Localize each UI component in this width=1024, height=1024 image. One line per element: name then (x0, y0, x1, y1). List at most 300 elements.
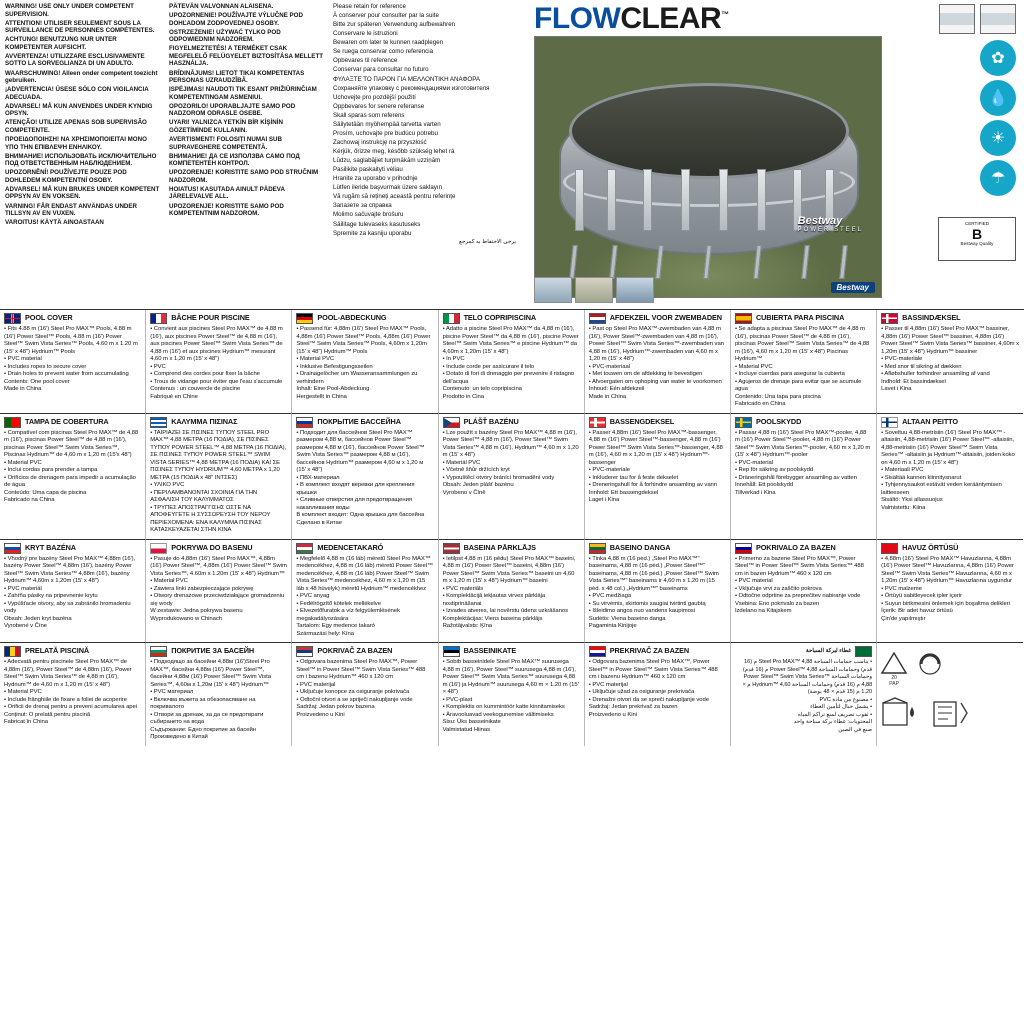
bestway-corner-badge: Bestway (831, 282, 875, 293)
panel-line: Sudėtis: Viena baseino danga (588, 615, 666, 622)
panel-pool-cover-cz (439, 414, 585, 540)
standards-badge-row (892, 4, 1016, 34)
panel-body (589, 326, 726, 401)
recycle-code: PAP (889, 681, 899, 687)
panel-line: • ΤΡΥΠΕΣ ΑΠΟΣΤΡΑΓΓΙΣΗΣ ΩΣΤΕ ΝΑ ΑΠΟΦΕΥΓΕΤΕ Η ΣΥΣΣΩΡΕΥΣΗ ΤΟΥ ΝΕΡΟΥ (150, 504, 271, 518)
panel-body (296, 659, 433, 719)
panel-body (443, 326, 580, 401)
panel-line: • يناسب حمامات السباحة Steel Pro MAX™ 4,88 م (16 قدم) وحمامات السباحة Power Steel™ 4,88 م (16 قدم) وحمامات السباحة Power Steel™ Swim Vista Series™ 4,88 م (16 قدم) وحمامات السباحة Hydrium™ 4,60 م × 1,20 م (15 قدم × 48 بوصة) (742, 659, 873, 696)
retain-text: Сохраняйте упаковку с рекомендациями изготовителя (333, 84, 490, 92)
panel-line: • Äravooluavad veekogunemise vältimiseks (442, 711, 554, 718)
panel-title: BASSINDÆKSEL (902, 313, 961, 323)
warning-text: WARNING! USE ONLY UNDER COMPETENT SUPERVISION. (5, 3, 134, 18)
panel-line: Proizvedeno u Kini (296, 711, 345, 718)
panel-body (150, 326, 287, 401)
panel-line: Prodotto in Cina (442, 393, 485, 400)
panel-line: • PVC malzeme (881, 585, 922, 592)
flag-icon-nl (589, 313, 606, 324)
panel-line: • Сливные отверстия для предотвращения накапливания воды (296, 497, 412, 511)
flag-icon-lt (589, 543, 606, 554)
panel-pool-cover-ar (731, 643, 877, 746)
panel-pool-cover-se (731, 414, 877, 540)
handling-icon-group (881, 697, 1019, 731)
panel-line: • Uključuje užad za osiguranje prekrivača (588, 689, 695, 695)
panel-line: Made in China (4, 386, 42, 392)
panel-title: POKRIVAČ ZA BAZEN (317, 646, 393, 656)
pool-brand-sub: POWER STEEL (797, 227, 863, 233)
warning-text: ĮSPĖJIMAS! NAUDOTI TIK ESANT PRIŽIŪRINČIAM KOMPETENTINGAM ASMENIUI. (169, 86, 317, 101)
panel-line: • Comprend des cordes pour fixer la bâche (150, 371, 260, 377)
panel-line: • Komplektis on kummintöör katte kinnitamiseks (442, 704, 565, 710)
panel-line: Conteúdo: Uma capa de piscina (4, 489, 87, 496)
flag-icon-no (589, 417, 606, 428)
panel-line: Obsah: Jeden plášť bazénu (442, 482, 514, 488)
panel-line: Ražotājvalsts: Ķīna (442, 623, 493, 629)
panel-line: Inhoud: Eén afdekzeil (588, 386, 645, 392)
panel-line: • Fedélrögzítő kötelek mellékelve (296, 600, 381, 607)
panel-body (589, 430, 726, 505)
panel-line: • Agujeros de drenaje para evitar que se acumule agua (734, 378, 862, 392)
panel-line: • Trous de vidange pour éviter que l'eau s'accumule (150, 378, 283, 385)
panel-line: Conținut: O prelată pentru piscină (4, 711, 91, 718)
pool-slat (681, 169, 690, 231)
panel-body (735, 430, 872, 498)
panel-line: • Megfelelő 4,88 m (16 láb) méretű Steel Pro MAX™ medencékhez, 4,88 m (16 láb) méretű Power Steel™ medencékhez, 4,88 m (16 láb) Power Steel™ Swim Vista Series™ medencékhez, 4,60 m x 1,20 m (15 láb x 48 hüvelyk) méretű Hydrium™ medencékhez (296, 555, 433, 592)
panel-title: PLÁŠŤ BAZÉNU (463, 416, 519, 426)
flag-icon-gb (4, 313, 21, 324)
panel-title: BASEINA PĀRKLĀJS (463, 542, 536, 552)
panel-line: Vsebina: Eno pokrivalo za bazen (734, 600, 820, 607)
panel-line: • PVC материал (150, 689, 194, 695)
pool-leg (839, 245, 848, 279)
panel-line: • PVC material (4, 356, 42, 362)
panel-line: • Подходящо за басейни 4,88м (16')Steel Pro MAX™, басейни 4,88м (16') Power Steel™, басейни 4,88м (16') Power Steel™ Swim Vista Series™, 4,60м x 1,20м (15' x 48") Hydrium™ (150, 659, 271, 688)
trademark-mark: ™ (721, 10, 729, 19)
standard-badge-right (980, 4, 1016, 34)
cert-top-label: CERTIFIED (964, 221, 990, 226)
panel-line: • Včetně šňůr držících kryt (442, 467, 510, 473)
fragile-handling-icon (931, 697, 971, 731)
panel-pool-cover-ru (292, 414, 438, 540)
panel-line: • Afvoergaten om ophoping van water te voorkomen (588, 378, 722, 385)
flag-icon-hr (589, 646, 606, 657)
flag-icon-de (296, 313, 313, 324)
panel-line: • In PVC (442, 356, 465, 362)
flag-icon-lv (443, 543, 460, 554)
pool-leg (703, 245, 712, 279)
panel-line: Çin'de yapılmıştır (881, 615, 926, 622)
panel-pool-cover-tr (877, 540, 1023, 644)
panel-line: • PVC materiāls (442, 585, 484, 592)
panel-pool-cover-hr (585, 643, 731, 746)
panel-line: • Drain holes to prevent water from accumulating (4, 371, 129, 377)
panel-line: • Material PVC (296, 356, 335, 362)
panel-line: • Materiaali PVC (881, 467, 924, 473)
panel-line: • Su virvėmis, skirtomis saugiai tvirtinti gaubtą (588, 600, 706, 607)
panel-line: • Подходит для бассейнов Steel Pro MAX™ размером 4,88 м, бассейнов Power Steel™ размером 4,88 м (16'), бассейнов Power Steel™ Swim Vista Series™ размером 4,88 м (16'), бассейнов Hydrium™ размером 4,60 м х 1,20 м (15' x 48") (296, 429, 425, 473)
panel-line: • Materiał PVC (150, 578, 188, 584)
panel-line: ΠΕΡΙΕΧΟΜΕΝΑ: ΕΝΑ ΚΑΛΥΜΜΑ ΠΙΣΙΝΑΣ (150, 519, 262, 526)
panel-line: المحتويات: غطاء بركة سباحة واحد (793, 719, 873, 726)
usage-thumbnail (616, 277, 654, 303)
panel-line: Indhold: Et bassindæksel (881, 378, 946, 385)
panel-line: صنع في الصين (838, 726, 873, 733)
panel-line: Tartalom: Egy medence takaró (296, 623, 375, 629)
warning-column-1 (0, 0, 164, 309)
panel-line: Pagaminta Kinijoje (588, 623, 637, 629)
flag-icon-ee (443, 646, 460, 657)
retain-text: Spremite za kasniju uporabu (333, 229, 412, 237)
panel-pool-cover-it (439, 310, 585, 414)
usage-thumbnail (534, 277, 572, 303)
panel-pool-cover-fr (146, 310, 292, 414)
retain-text: Bewaren om later te kunnen raadplegen (333, 39, 444, 47)
panel-line: • Dräneringshål förebygger ansamling av vatten (734, 474, 857, 481)
panel-title: PRELATĂ PISCINĂ (25, 646, 90, 656)
pool-product-photo (534, 36, 882, 298)
panel-line: Inhalt: Eine Pool-Abdeckung (296, 386, 370, 392)
panel-line: • Включва въжета за обезопасяване на покривалото (150, 696, 256, 710)
retain-text: Lūdzu, saglabājiet turpmākām uzziņām (333, 157, 441, 165)
panel-title: AFDEKZEIL VOOR ZWEMBADEN (609, 313, 722, 323)
panel-line: W zestawie: Jedna pokrywa basenu (150, 608, 243, 614)
pool-leg (655, 245, 664, 279)
retain-text: Molimo sačuvajte brošuru (333, 211, 404, 219)
panel-line: • Adecvată pentru piscinele Steel Pro MAX™ de 4,88m (16'), Power Steel™ de 4,88m (16'), Power Steel™ Swim Vista Series™ de 4,88 m (16'), Hydrium™ de 4,60 m x 1,20 m (15' x 48") (4, 659, 132, 688)
retain-text: Please retain for reference (333, 3, 406, 10)
panel-line: • 4,88m (16') Steel Pro MAX™ Havuzlarına, 4,88m (16') Power Steel™ Havuzlarına, 4,88m (16') Power Steel™ Swim Vista Series™ Havuzlarına, 4,60 m x 1,20m (15' x 48") Hydrium™ Havuzlarına uygundur (881, 555, 1014, 584)
panel-line: • Med snor til sikring af dækken (881, 363, 962, 370)
panel-pool-cover-no (585, 414, 731, 540)
panel-title: BASEINO DANGA (609, 542, 671, 552)
panel-line: • PVC-materiale (588, 467, 630, 473)
flag-icon-tr (881, 543, 898, 554)
panel-line: Fabricado na China (4, 497, 55, 503)
warning-text: ADVARSEL! MÅ KUN BRUKES UNDER KOMPETENT OPPSYN AV EN VOKSEN. (5, 185, 160, 201)
panel-pool-cover-dk (877, 310, 1023, 414)
panel-line: Innehåll: Ett poolskydd (734, 482, 794, 488)
panel-line: • Zawiera linki zabezpieczające pokrywę (150, 585, 254, 592)
flag-icon-it (443, 313, 460, 324)
warning-text: UYARI! YALNIZCA YETKİN BİR KİŞİNİN GÖZETİMİNDE KULLANIN. (169, 119, 283, 134)
panel-line: • Inkluderer tau for å feste dekselet (588, 474, 679, 481)
panel-line: • PVC-materiaal (588, 363, 630, 370)
flag-icon-fi (881, 417, 898, 428)
panel-line: • PVC anyag (296, 593, 330, 599)
panel-line: • Tinka 4,88 m (16 pėd.) „Steel Pro MAX™" baseinams, 4,88 m (16 pėd.) „Power Steel™" baseinams, 4,88 m (16 pėd.) „Power Steel™ Swim Vista Series™" baseinams ir 4,60 m x 1,20 m (15 pėd. x 48 col.) „Hydrium™" baseinams (588, 555, 719, 592)
panel-line: Vyrobené v Číne (4, 623, 47, 629)
warning-column-2 (164, 0, 328, 309)
pool-slat (607, 169, 616, 231)
panel-pool-cover-de (292, 310, 438, 414)
panel-line: • Include frânghiile de fixare a foliei de acoperire (4, 696, 127, 703)
warning-text: VAROITUS! KÄYTÄ AINOASTAAN (5, 219, 104, 227)
paper-recycling-symbol (881, 652, 907, 687)
panel-body (150, 430, 287, 535)
recycling-group (881, 652, 1019, 687)
pool-slat (575, 169, 584, 231)
panel-line: Hergestellt in China (296, 393, 347, 400)
panel-line: • PVC (150, 363, 166, 370)
language-panel-grid (0, 310, 1024, 746)
panel-line: • Отвори за дренаж, за да се предотврати събирането на вода (150, 711, 264, 725)
panel-line: Származási hely: Kína (296, 630, 354, 637)
panel-body (881, 556, 1019, 624)
panel-line: İçerik: Bir adet havuz örtüsü (881, 608, 953, 614)
flag-icon-dk (881, 313, 898, 324)
retain-text: ΦΥΛΑΞΤΕ ΤΟ ΠΑΡΟΝ ΓΙΑ ΜΕΛΛΟΝΤΙΚΗ ΑΝΑΦΟΡΑ (333, 75, 481, 83)
panel-pool-cover-hu (292, 540, 438, 644)
panel-pool-cover-ee (439, 643, 585, 746)
panel-line: • Include corde per assicurare il telo (442, 363, 535, 370)
pool-leg (753, 245, 762, 279)
panel-line: • Örtüyü sabitleyecek ipler içerir (881, 593, 963, 599)
panel-line: Contenido: Una tapa para piscina (734, 393, 821, 400)
flag-icon-ro (4, 646, 21, 657)
flag-icon-si (735, 543, 752, 554)
panel-line: Contents: One pool cover (4, 378, 70, 385)
panel-line: • مصنوع من مادة PVC (819, 696, 873, 703)
retain-text: Lütfen ileride başvurmak üzere saklayın (333, 184, 443, 192)
flag-icon-rs (296, 646, 313, 657)
flag-icon-cz (443, 417, 460, 428)
panel-line: В комплект входит: Одна крышка для бассейна (296, 512, 425, 518)
cert-bottom-label: Bestway Quality (960, 240, 994, 246)
panel-line: • PVC materijal (588, 681, 628, 688)
panel-title: ПОКРЫТИЕ БАССЕЙНА (317, 416, 401, 426)
warning-text: ¡ADVERTENCIA! ÚSESE SÓLO CON VIGILANCIA ADECUADA. (5, 86, 149, 101)
panel-line: • Elvezetőfuratok a víz felgyülemlésének megakadályozására (296, 608, 400, 622)
panel-line: Wyprodukowano w Chinach (150, 615, 223, 622)
panel-title: PREKRIVAČ ZA BAZEN (609, 646, 690, 656)
recycle-number: 20 (891, 675, 897, 681)
retain-text: À conserver pour consulter par la suite (333, 12, 439, 20)
warning-text: OPOZORILO! UPORABLJAJTE SAMO POD NADZOROM ODRASLE OSEBE. (169, 102, 296, 118)
flag-icon-se (735, 417, 752, 428)
panel-line: • PVC-material (734, 459, 773, 466)
pool-slat (719, 169, 728, 231)
brand-and-product-image (520, 0, 1024, 309)
panel-line: Komplektācijas: Viens baseina pārklājs (442, 615, 543, 622)
panel-line: • PVC material (734, 578, 773, 584)
panel-line: • Adatto a piscine Steel Pro MAX™ da 4,88 m (16'), piscine Power Steel™ da 4,88 m (16'), piscine Power Steel™ Swim Vista Series™ e piscine Hydrium™ da 4,60m x 1,20m (15' x 48") (442, 326, 579, 355)
panel-line: • Passer 4,88m (16') Steel Pro MAX™-bassenger, 4,88 m (16') Power Steel™-bassenger, 4,88 m (16') Power Steel™ Swim Vista Series™-bassenger, 4,88 m (16'), 4,60 m x 1,20 m (15' x 48") Hydrium™-bassenger (588, 429, 723, 466)
retain-text: Säilitage tulevaseks kasutuseks (333, 220, 421, 228)
panel-title: TAMPA DE COBERTURA (25, 416, 109, 426)
green-dot-symbol (915, 652, 945, 678)
panel-line: • Afløbshuller forhindrer ansamling af vand (881, 371, 990, 377)
droplet-icon: 💧 (980, 80, 1016, 116)
panel-line: • Izvades atveres, lai novērstu ūdens uzkrāšanos (442, 608, 568, 614)
panel-line: • Passar 4,88 m (16') Steel Pro MAX™-pooler, 4,88 m (16') Power Steel™-pooler, 4,88 m (16') Power Steel™ Swim Vista Series™-pooler, 4,60 m x 1,20 m (15' x 48") Hydrium™-pooler (734, 429, 871, 458)
panel-line: • Rep för säkring av poolskydd (734, 467, 814, 473)
pool-slat (643, 169, 652, 231)
panel-line: Sisältö: Yksi allassuojus (881, 497, 943, 503)
panel-line: ΚΑΤΑΣΚΕΥΑΖΕΤΑΙ ΣΤΗΝ ΚΙΝΑ (150, 527, 232, 533)
panel-line: • Pasuje do 4,88m (16') Steel Pro MAX™, 4,88m (16') Power Steel™, 4,88m (16') Power Steel™ Swim Vista Series™, 4.60m x 1.20m (15' x 48") Hydrium™ (150, 555, 287, 577)
panel-line: Innhold: Ett bassengdeksel (588, 489, 659, 496)
panel-body (296, 326, 433, 401)
warning-text: VARNING! FÅR ENDAST ANVÄNDAS UNDER TILLSYN AV EN VUXEN. (5, 202, 137, 218)
panel-line: • Zahŕňa pásiky na pripevnenie krytu (4, 593, 98, 599)
panel-line: Sadržaj: Jedan pokrov bazena (296, 704, 375, 710)
flag-icon-pt (4, 417, 21, 428)
panel-title: POOLSKYDD (755, 416, 802, 426)
panel-line: Contenus : un couvercle de piscine (150, 386, 241, 392)
panel-pool-cover-en (0, 310, 146, 414)
warning-text: PÄTEVÄN VALVONNAN ALAISENA. (169, 3, 274, 10)
panel-line: • Odtočne odprtine za preprečitev nabiranje vode (734, 593, 861, 599)
panel-line: Valmistettu: Kiina (881, 504, 926, 511)
panel-title: POOL-ABDECKUNG (317, 313, 387, 323)
panel-line: • Drainagelöcher um Wasseransammlungen zu verhindern (296, 371, 418, 385)
pool-brand-mark (798, 215, 863, 233)
panel-line: Произведено в Китай (150, 734, 208, 740)
warning-text: AVVERTENZA! UTILIZZARE ESCLUSIVAMENTE SOTTO LA SORVEGLIANZA DI UN ADULTO. (5, 52, 145, 68)
panel-title: BASSENGDEKSEL (609, 416, 675, 426)
leaf-icon: ✿ (980, 40, 1016, 76)
warning-text: AVERTISMENT! FOLOSIȚI NUMAI SUB SUPRAVEGHERE COMPETENTĂ. (169, 136, 282, 151)
panel-line: Obsah: Jeden kryt bazéna (4, 615, 72, 622)
panel-line: • Met touwen om de afdekking te bevestigen (588, 371, 703, 377)
panel-line: • Soveltuu 4,88-metrisiin (16') Steel Pro MAX™ -altaisiin, 4,88-metrisiin (16') Power Steel™ -altaisiin, 4,88-metrisiin (16') Power Steel™ Swim Vista Series™ -altaisiin ja Hydrium™-altaisiin, joiden koko on 4,60 m x 1,20 m (15' x 48") (881, 429, 1015, 466)
retain-text: Zachowaj instrukcję na przyszłość (333, 138, 427, 146)
pool-brand-name: Bestway (797, 215, 843, 227)
quality-certification-badge (938, 217, 1016, 261)
panel-title: CUBIERTA PARA PISCINA (755, 313, 845, 323)
flag-icon-es (735, 313, 752, 324)
panel-line: • PVC-materiale (881, 356, 923, 362)
panel-title: POOL COVER (25, 313, 73, 323)
warning-band (0, 0, 1024, 310)
panel-line: Contenuto: un telo copripiscina (442, 386, 522, 392)
usage-thumbnail (575, 277, 613, 303)
flag-icon-sa (855, 646, 872, 657)
panel-line: • Material PVC (4, 459, 42, 466)
retain-text-arabic: يرجى الاحتفاظ به كمرجع (459, 238, 516, 245)
pool-slat (757, 169, 766, 231)
panel-line: • Dreneringshull for å forhindre ansamling av vann (588, 482, 717, 488)
warning-text: ATTENTION! UTILISER SEULEMENT SOUS LA SURVEILLANCE DE PERSONNES COMPÉTENTES. (5, 19, 155, 35)
recycling-triangle-icon (881, 652, 907, 674)
warning-text: OSTRZEŻENIE! UŻYWAĆ TYLKO POD ODPOWIEDNIM NADZOREM. (169, 28, 281, 44)
retain-text: Opbevares til reference (333, 57, 398, 65)
panel-line: • Otwory drenażowe przeciwdziałające gromadzeniu się wody (150, 593, 285, 607)
warning-text: ADVARSEL! MÅ KUN ANVENDES UNDER KYNDIG OPSYN. (5, 102, 153, 118)
panel-line: Fabriqué en Chine (150, 393, 198, 400)
warning-text: BRĪDINĀJUMS! LIETOT TIKAI KOMPETENTAS PERSONAS UZRAUDZĪBĀ. (169, 69, 305, 85)
panel-title: POKRIVALO ZA BAZEN (755, 542, 836, 552)
pool-legs-group (565, 239, 853, 279)
panel-body (589, 556, 726, 631)
panel-body (4, 430, 141, 505)
panel-line: • Convient aux piscines Steel Pro MAX™ de 4,88 m (16'), aux piscines Power Steel™ de 4,88 m (16'), aux piscines Power Steel™ Swim Vista Series™ de 4,88 m (16') et aux piscines Hydrium™ mesurant 4,60 m x 1,20 m (15' x 48") (150, 326, 283, 362)
panel-line: Sadržaj: Jedan prekrivač za bazen (588, 704, 678, 710)
panel-line: Vyrobeno v Číně (442, 489, 486, 496)
panel-title: ALTAAN PEITTO (902, 416, 958, 426)
flag-icon-fr (150, 313, 167, 324)
panel-line: Laget i Kina (588, 497, 620, 503)
panel-body (4, 659, 141, 727)
panel-pool-cover-es (731, 310, 877, 414)
panel-line: Сделано в Китае (296, 519, 342, 526)
retain-text: Запазете за справка (333, 202, 392, 210)
flowclear-logo-secondary: CLEAR (620, 2, 722, 35)
pool-leg (801, 245, 810, 279)
flag-icon-gr (150, 417, 167, 428)
panel-line: Fabricado en China (734, 401, 786, 407)
panel-body (296, 430, 433, 528)
panel-line: • Inklusive Befestigungsseilen (296, 363, 373, 370)
panel-line: • Se adapta a piscinas Steel Pro MAX™ de 4,88 m (16'), piscinas Power Steel™ de 4,88 m (16'), piscinas Power Steel™ Swim Vista Series™ de 4,88 m (16'), 4,60 m x 1,20 m (15' x 48") Piscinas Hydrium™ (734, 326, 870, 362)
flowclear-logo (534, 2, 729, 36)
panel-line: • Primerno za bazene Steel Pro MAX™, Power Steel™ in Power Steel™ Swim Vista Series™ 488 cm in bazen Hydrium™ 460 x 120 cm (734, 555, 864, 577)
panel-pool-cover-rs (292, 643, 438, 746)
panel-pool-cover-pl (146, 540, 292, 644)
retain-text: Oppbevares for senere referanse (333, 102, 425, 110)
warning-text: UPOZORENJE! KORISTITE SAMO POD STRUČNIM NADZOROM. (169, 169, 319, 184)
retain-text: Kérjük, őrizze meg, később szükség lehet rá (333, 148, 455, 155)
panel-title: BASSEINIKATE (463, 646, 517, 656)
recycling-and-handling-icons (877, 643, 1023, 746)
panel-line: • Vhodný pre bazény Steel Pro MAX™ 4,88m (16'), bazény Power Steel™ 4,88m (16'), bazény Power Steel™ Swim Vista Series™ 4,88m (16'), bazény Hydrium™ 4,60m x 1,20m (15' x 48") (4, 555, 136, 584)
panel-line: • Tyhjennysaukot estävät veden kerääntymisen laitteeseen (881, 482, 1002, 496)
panel-title: TELO COPRIPISCINA (463, 313, 537, 323)
warning-text: ВНИМАНИЕ! ИСПОЛЬЗОВАТЬ ИСКЛЮЧИТЕЛЬНО ПОД ОТВЕТСТВЕННЫМ НАБЛЮДЕНИЕМ. (5, 152, 157, 168)
panel-line: • ПВХ-материал (296, 474, 340, 481)
panel-line: • Komplektācijā iekļautas virves pārklāja nostiprināšanai (442, 593, 546, 607)
panel-pool-cover-lt (585, 540, 731, 644)
panel-line: • Sobib basseinidele Steel Pro MAX™ suurusega 4,88 m (16'), Power Steel™ suurusega 4,88 m (16'), Power Steel™ Swim Vista Series™ suurusega 4,88 m (16') ja Hydrium™ suurusega 4,60 m × 1,20 m (15' × 48") (442, 659, 579, 695)
panel-body (735, 556, 872, 616)
panel-line: • В комплект входят веревки для крепления крышки (296, 482, 415, 496)
panel-line: • Passend für: 4,88m (16') Steel Pro MAX™ Pools, 4,88m (16') Power Steel™ Pools, 4,88m (16') Power Steel™ Swim Vista Series™ Pools, 4,60m x 1,20m (15' x 48") Hydrium™ Pools (296, 326, 431, 355)
flag-icon-bg (150, 646, 167, 657)
panel-body (589, 659, 726, 719)
panel-line: • Uključuje konopce za osiguranje pokrivača (296, 689, 410, 695)
panel-title: HAVUZ ÖRTÜSÜ (902, 542, 959, 552)
panel-line: • ثقوب تصريف لمنع تراكم المياه (798, 711, 873, 718)
panel-body (296, 556, 433, 639)
panel-title: ΚΑΛΥΜΜΑ ΠΙΣΙΝΑΣ (171, 416, 238, 426)
panel-line: • ΠΕΡΙΛΑΜΒΑΝΟΝΤΑΙ ΣΧΟΙΝΙΑ ΓΙΑ ΤΗΝ ΑΣΦΑΛΙΣΗ ΤΟΥ ΚΑΛΥΜΜΑΤΟΣ (150, 489, 258, 503)
flag-icon-sk (4, 543, 21, 554)
panel-line: • Orifícios de drenagem para impedir a acumulação de água (4, 474, 136, 488)
panel-title: MEDENCETAKARÓ (317, 542, 384, 552)
panel-line: • Material PVC (734, 363, 773, 370)
panel-line: • Drenažni otvori da se spreči nakupljanje vode (588, 696, 709, 703)
retain-text: Conservare le istruzioni (333, 30, 398, 38)
panel-line: Made in China (588, 393, 627, 400)
panel-line: • PVC-plast (442, 696, 473, 703)
warning-text: FIGYELMEZTETÉS! A TERMÉKET CSAK MEGFELELŐ FELÜGYELET BIZTOSÍTÁSA MELLETT HASZNÁLJA. (169, 45, 323, 68)
panel-line: • Inclui cordas para prender a tampa (4, 467, 98, 473)
panel-pool-cover-lv (439, 540, 585, 644)
sun-icon: ☀ (980, 120, 1016, 156)
flag-icon-ru (296, 417, 313, 428)
panel-line: Fabricat în China (4, 719, 49, 725)
pool-leg (609, 245, 618, 279)
cert-letter: B (971, 225, 983, 242)
panel-line: • Past op Steel Pro MAX™-zwembaden van 4,88 m (16'), Power Steel™-zwembaden van 4,88 m (16'), Power Steel™ Swim Vista Series™-zwembaden van 4,88 m (16'), Hydrium™-zwembaden van 4,60 m x 1,20 m (15' x 48") (588, 326, 724, 362)
warning-text: ВНИМАНИЕ! ДА СЕ ИЗПОЛЗВА САМО ПОД КОМПЕТЕНТЕН КОНТРОЛ. (169, 152, 300, 168)
retain-text: Pasilikite paskaityti vėliau (333, 166, 403, 174)
flag-icon-pl (150, 543, 167, 554)
panel-line: • Orificii de drenaj pentru a preveni acumularea apei (4, 704, 138, 710)
panel-line: Izdelano na Kitajskem (734, 608, 792, 614)
retain-text: Säilytetään myöhempää tarvetta varten (333, 120, 441, 128)
panel-line: Lavet i Kina (881, 386, 912, 392)
